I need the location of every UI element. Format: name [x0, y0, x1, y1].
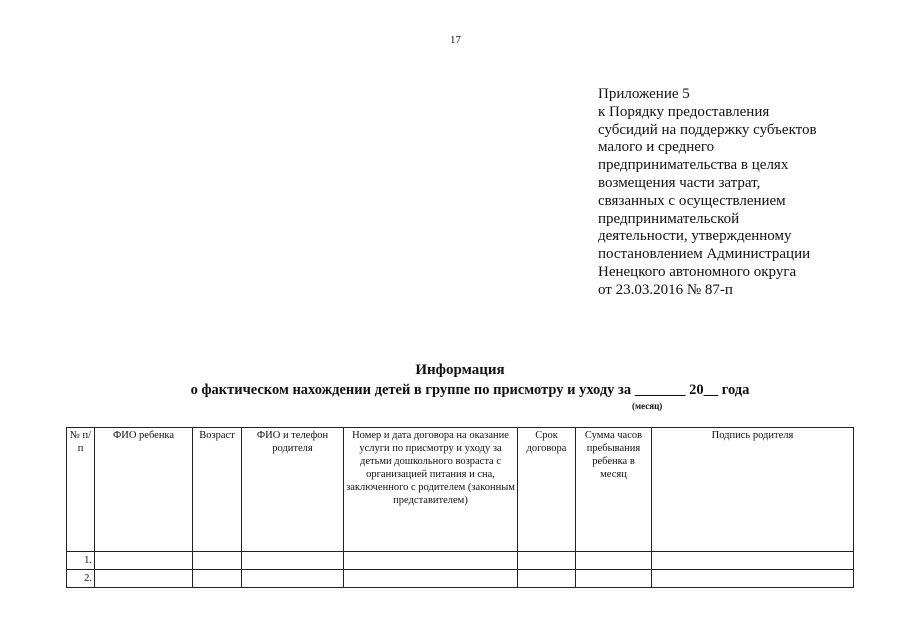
row-number: 1. [67, 552, 95, 570]
table-header-row [67, 428, 854, 552]
header-age: Возраст [193, 428, 242, 552]
header-contract-info: Номер и дата договора на оказание услуги по присмотру и уходу за детьми дошкольного возраста с организацией питания и сна, заключенного с родителем (законным представителем) [344, 428, 518, 552]
appendix-line: возмещения части затрат, [598, 174, 761, 191]
page-number: 17 [450, 34, 461, 46]
header-parent-signature: Подпись родителя [652, 428, 854, 552]
cell-parent-contact [242, 552, 344, 570]
cell-parent-contact [242, 570, 344, 588]
header-contract-term: Срок договора [518, 428, 576, 552]
cell-child-name [95, 552, 193, 570]
appendix-line: постановлением Администрации [598, 246, 811, 263]
table-row [67, 570, 854, 588]
header-hours: Сумма часов пребывания ребенка в месяц [576, 428, 652, 552]
appendix-line: субсидий на поддержку субъектов [598, 121, 817, 138]
month-note: (месяц) [632, 401, 663, 411]
cell-hours [576, 570, 652, 588]
cell-contract-info [344, 552, 518, 570]
cell-hours [576, 552, 652, 570]
document-subtitle: о фактическом нахождении детей в группе по присмотру и уходу за _______ 20__ года [190, 382, 750, 398]
cell-parent-signature [652, 552, 854, 570]
table-row [67, 552, 854, 570]
header-child-name: ФИО ребенка [95, 428, 193, 552]
header-number: № п/п [67, 428, 95, 552]
appendix-line: деятельности, утвержденному [598, 228, 792, 245]
cell-contract-term [518, 570, 576, 588]
cell-age [193, 552, 242, 570]
document-title: Информация [415, 362, 505, 378]
appendix-line: предпринимательской [598, 210, 740, 227]
cell-contract-term [518, 552, 576, 570]
appendix-line: малого и среднего [598, 139, 715, 156]
appendix-line: Приложение 5 [598, 86, 690, 102]
appendix-line: Ненецкого автономного округа [598, 263, 797, 280]
appendix-line: к Порядку предоставления [598, 103, 770, 120]
info-table [66, 427, 854, 588]
cell-contract-info [344, 570, 518, 588]
header-parent-contact: ФИО и телефон родителя [242, 428, 344, 552]
cell-child-name [95, 570, 193, 588]
appendix-line: предпринимательства в целях [598, 157, 789, 174]
appendix-line: связанных с осуществлением [598, 192, 786, 209]
cell-parent-signature [652, 570, 854, 588]
row-number: 2. [67, 570, 95, 588]
cell-age [193, 570, 242, 588]
appendix-line: от 23.03.2016 № 87-п [598, 281, 733, 298]
appendix-block [598, 86, 888, 300]
